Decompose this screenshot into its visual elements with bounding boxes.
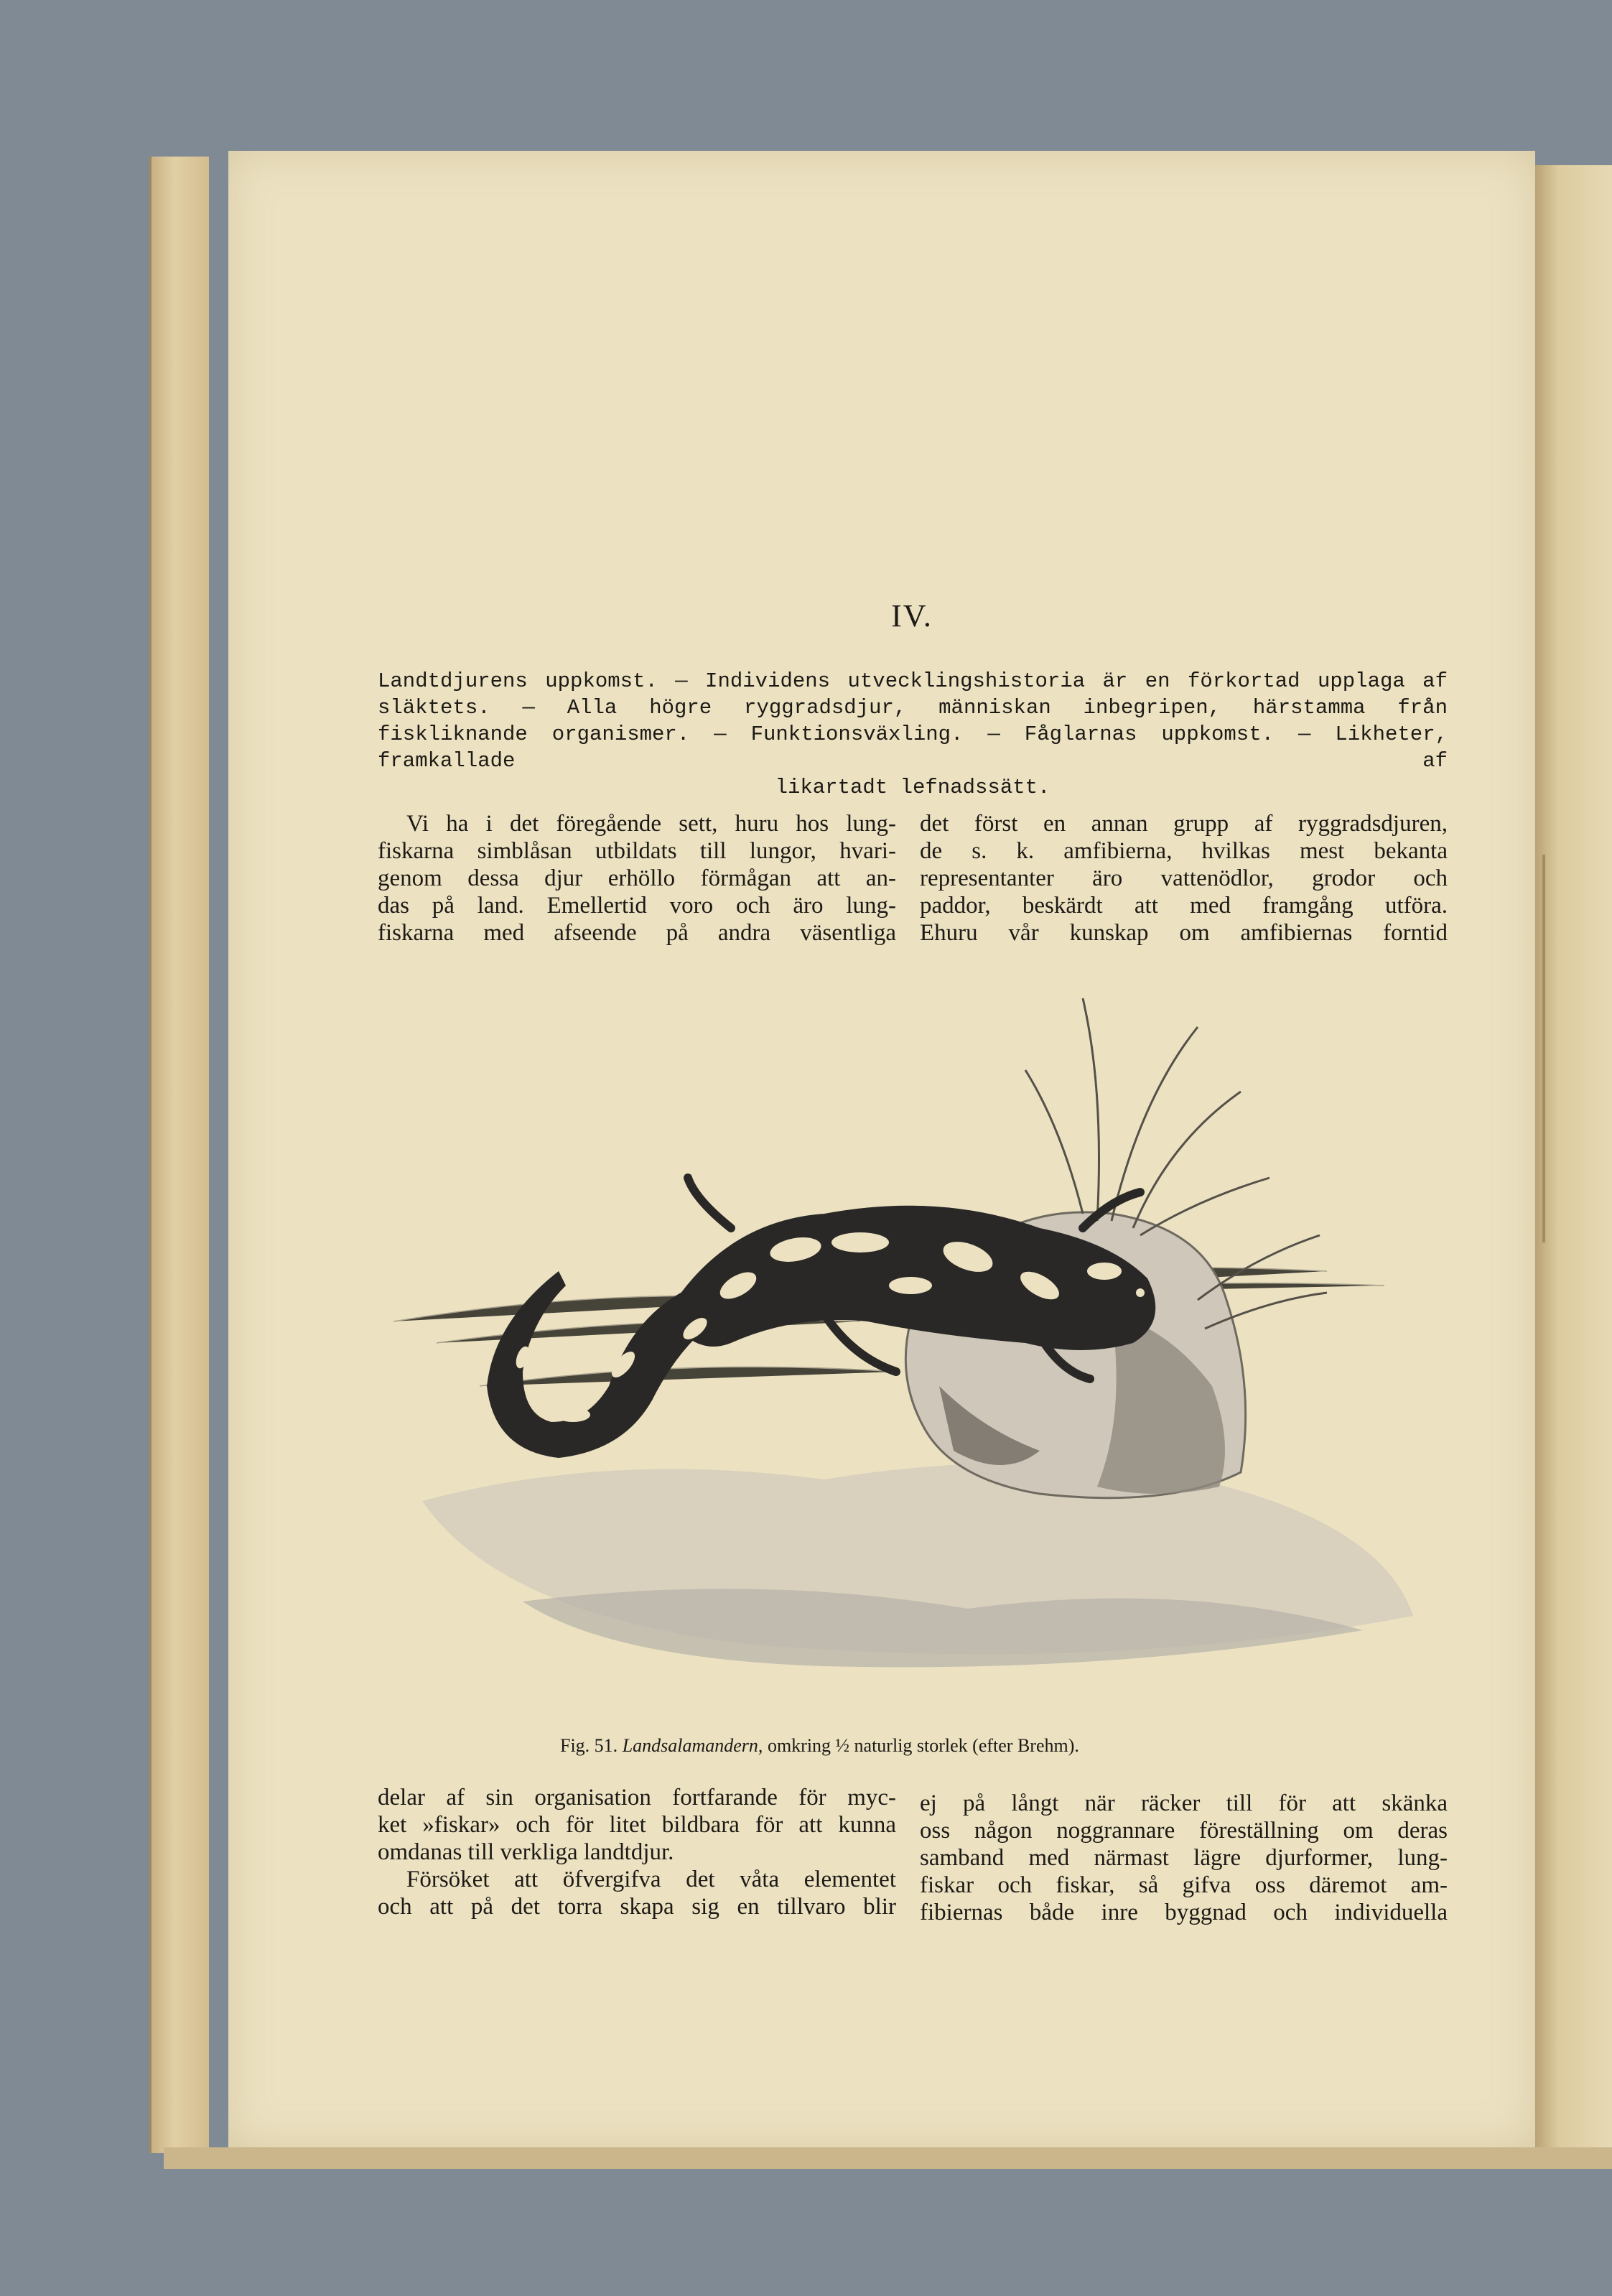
text-line: fiskar och fiskar, så gifva oss däremot am-	[920, 1872, 1448, 1898]
text-line: samband med närmast lägre djurformer, lung-	[920, 1845, 1448, 1871]
page-fold	[1542, 855, 1545, 1242]
text-line: och att på det torra skapa sig en tillvaro blir	[378, 1894, 896, 1920]
text-line: delar af sin organisation fortfarande för myc-	[378, 1785, 896, 1811]
column-top-left	[378, 810, 896, 947]
text-line: Försöket att öfvergifva det våta elementet	[406, 1867, 896, 1892]
column-bottom-left	[378, 1784, 896, 1920]
summary-text: Landtdjurens uppkomst. — Individens utvecklingshistoria är en förkortad upplaga af släktets. — Alla högre ryggradsdjur, människan inbegripen, härstamma från fiskliknande organismer. — Funktionsväxling. — Fåglarnas uppkomst. — Likheter, framkallade af	[378, 669, 1448, 773]
text-line: genom dessa djur erhöllo förmågan att an-	[378, 865, 896, 891]
salamander-illustration	[393, 984, 1442, 1695]
figure-caption	[560, 1735, 1278, 1757]
book-edge	[149, 157, 209, 2153]
text-line: ej på långt när räcker till för att skänka	[920, 1790, 1448, 1816]
text-line: fibiernas både inre byggnad och individuella	[920, 1900, 1448, 1925]
text-line: fiskarna simblåsan utbildats till lungor, hvari-	[378, 838, 896, 864]
caption-rest: omkring ½ naturlig storlek (efter Brehm).	[767, 1735, 1079, 1756]
caption-prefix: Fig. 51.	[560, 1735, 618, 1756]
chapter-number: IV.	[891, 598, 933, 633]
caption-title: Landsalamandern,	[622, 1735, 763, 1756]
text-line: oss någon noggrannare föreställning om deras	[920, 1818, 1448, 1844]
text-line: omdanas till verkliga landtdjur.	[378, 1839, 674, 1865]
text-line: de s. k. amfibierna, hvilkas mest bekanta	[920, 838, 1448, 864]
text-line: das på land. Emellertid voro och äro lung-	[378, 893, 896, 919]
text-line: ket »fiskar» och för litet bildbara för att kunna	[378, 1812, 896, 1838]
text-line: representanter äro vattenödlor, grodor och	[920, 865, 1448, 891]
facing-page-edge	[1535, 165, 1612, 2147]
text-line: paddor, beskärdt att med framgång utföra.	[920, 893, 1448, 919]
column-top-right	[920, 810, 1448, 947]
text-line: Ehuru vår kunskap om amfibiernas forntid	[920, 920, 1448, 946]
book-bottom-edge	[164, 2147, 1612, 2169]
column-bottom-right	[920, 1790, 1448, 1926]
text-line: fiskarna med afseende på andra väsentliga	[378, 920, 896, 946]
summary-last-line: likartadt lefnadssätt.	[775, 776, 1050, 799]
text-line: det först en annan grupp af ryggradsdjuren,	[920, 811, 1448, 837]
chapter-summary	[378, 668, 1448, 801]
text-line: Vi ha i det föregående sett, huru hos lung-	[406, 811, 896, 837]
